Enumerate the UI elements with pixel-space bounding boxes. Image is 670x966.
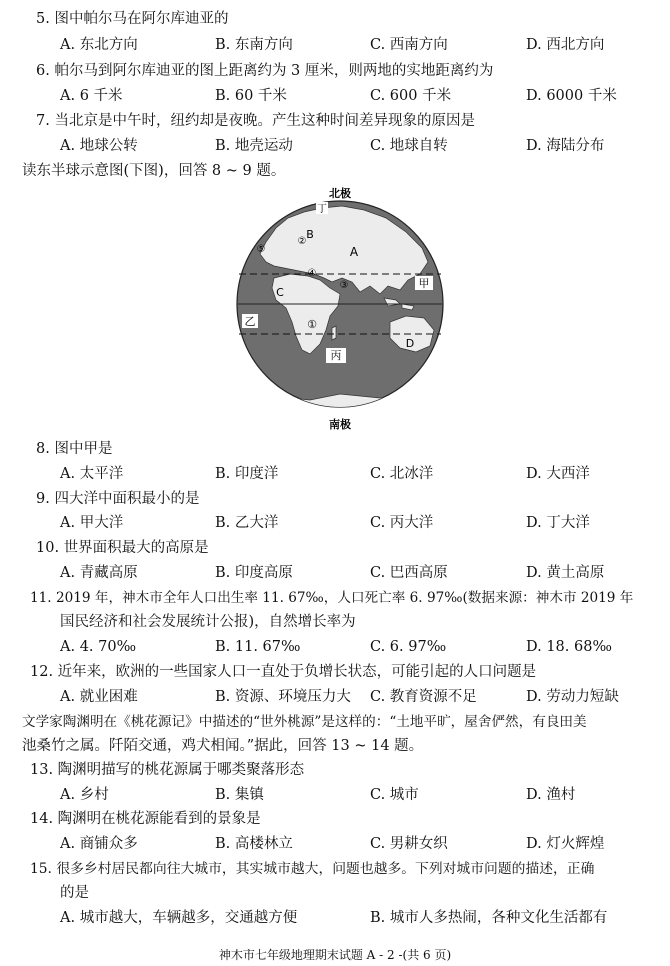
- q14-stem: 14. 陶渊明在桃花源能看到的景象是: [30, 811, 261, 827]
- intro-13-14-line2: 池桑竹之属。阡陌交通，鸡犬相闻。”据此，回答 13 ~ 14 题。: [22, 738, 424, 754]
- q8-stem: 8. 图中甲是: [36, 441, 113, 457]
- q13-stem: 13. 陶渊明描写的桃花源属于哪类聚落形态: [30, 762, 305, 778]
- label-jia: 甲: [418, 277, 430, 290]
- south-pole-label: 南极: [329, 418, 351, 431]
- label-a: A: [349, 245, 359, 259]
- q14-option-c: C. 男耕女织: [370, 836, 448, 852]
- page-footer: 神木市七年级地理期末试题 A - 2 -(共 6 页): [218, 948, 452, 962]
- label-2: ②: [297, 236, 307, 247]
- q7-stem: 7. 当北京是中午时，纽约却是夜晚。产生这种时间差异现象的原因是: [36, 113, 475, 129]
- q14-option-a: A. 商铺众多: [60, 836, 138, 852]
- q12-option-d: D. 劳动力短缺: [526, 689, 619, 705]
- q12-option-b: B. 资源、环境压力大: [215, 689, 351, 705]
- q13-option-b: B. 集镇: [215, 787, 264, 803]
- label-bing: 丙: [330, 349, 342, 362]
- eastern-hemisphere-map: [230, 182, 450, 434]
- label-3: ③: [339, 280, 349, 291]
- label-d: D: [405, 337, 415, 350]
- madagascar-landmass: [332, 326, 336, 340]
- q10-option-a: A. 青藏高原: [60, 565, 138, 581]
- q8-option-c: C. 北冰洋: [370, 466, 434, 482]
- q6-option-a: A. 6 千米: [60, 88, 123, 104]
- q10-option-d: D. 黄土高原: [526, 565, 605, 581]
- intro-8-9: 读东半球示意图(下图)，回答 8 ~ 9 题。: [22, 163, 286, 179]
- q12-option-c: C. 教育资源不足: [370, 689, 477, 705]
- q13-option-d: D. 渔村: [526, 787, 576, 803]
- q14-option-b: B. 高楼林立: [215, 836, 293, 852]
- q5-option-c: C. 西南方向: [370, 37, 448, 53]
- intro-13-14-line1: 文学家陶渊明在《桃花源记》中描述的“世外桃源”是这样的：“土地平旷，屋舍俨然，有良田美: [22, 714, 587, 730]
- q13-option-a: A. 乡村: [60, 787, 109, 803]
- q14-option-d: D. 灯火辉煌: [526, 836, 605, 852]
- q7-option-b: B. 地壳运动: [215, 138, 293, 154]
- q6-option-b: B. 60 千米: [215, 88, 287, 104]
- q7-option-a: A. 地球公转: [60, 138, 138, 154]
- q9-stem: 9. 四大洋中面积最小的是: [36, 491, 200, 507]
- q6-option-d: D. 6000 千米: [526, 88, 617, 104]
- q8-option-b: B. 印度洋: [215, 466, 279, 482]
- q10-option-b: B. 印度高原: [215, 565, 293, 581]
- q5-option-b: B. 东南方向: [215, 37, 293, 53]
- q6-option-c: C. 600 千米: [370, 88, 452, 104]
- q12-option-a: A. 就业困难: [60, 689, 138, 705]
- q10-option-c: C. 巴西高原: [370, 565, 448, 581]
- label-4: ④: [307, 268, 317, 279]
- q5-stem: 5. 图中帕尔马在阿尔库迪亚的: [36, 11, 229, 27]
- label-1: ①: [307, 318, 317, 331]
- q8-option-a: A. 太平洋: [60, 466, 124, 482]
- label-ding: 丁: [317, 204, 327, 215]
- q7-option-c: C. 地球自转: [370, 138, 448, 154]
- q9-option-b: B. 乙大洋: [215, 515, 279, 531]
- q15-stem-line1: 15. 很多乡村居民都向往大城市，其实城市越大，问题也越多。下列对城市问题的描述，正确: [30, 861, 595, 877]
- label-b: B: [306, 228, 314, 241]
- q11-option-a: A. 4. 70‰: [60, 639, 137, 655]
- label-yi: 乙: [244, 315, 256, 328]
- q15-option-b: B. 城市人多热闹，各种文化生活都有: [370, 910, 608, 926]
- q5-option-d: D. 西北方向: [526, 37, 605, 53]
- q15-stem-line2: 的是: [60, 885, 89, 901]
- q13-option-c: C. 城市: [370, 787, 419, 803]
- q11-stem-line2: 国民经济和社会发展统计公报)，自然增长率为: [60, 614, 356, 630]
- north-pole-label: 北极: [329, 187, 351, 200]
- q9-option-d: D. 丁大洋: [526, 515, 590, 531]
- q11-option-d: D. 18. 68‰: [526, 639, 612, 655]
- q11-option-c: C. 6. 97‰: [370, 639, 447, 655]
- q9-option-a: A. 甲大洋: [60, 515, 124, 531]
- q10-stem: 10. 世界面积最大的高原是: [36, 540, 209, 556]
- label-5: ⑤: [256, 244, 266, 255]
- label-c: C: [276, 286, 284, 299]
- q5-option-a: A. 东北方向: [60, 37, 138, 53]
- q12-stem: 12. 近年来，欧洲的一些国家人口一直处于负增长状态，可能引起的人口问题是: [30, 664, 537, 680]
- q11-option-b: B. 11. 67‰: [215, 639, 301, 655]
- q9-option-c: C. 丙大洋: [370, 515, 434, 531]
- q15-option-a: A. 城市越大，车辆越多，交通越方便: [60, 910, 298, 926]
- q7-option-d: D. 海陆分布: [526, 138, 605, 154]
- q6-stem: 6. 帕尔马到阿尔库迪亚的图上距离约为 3 厘米，则两地的实地距离约为: [36, 63, 494, 79]
- q8-option-d: D. 大西洋: [526, 466, 590, 482]
- q11-stem-line1: 11. 2019 年，神木市全年人口出生率 11. 67‰，人口死亡率 6. 97‰(数据来源：神木市 2019 年: [30, 590, 634, 606]
